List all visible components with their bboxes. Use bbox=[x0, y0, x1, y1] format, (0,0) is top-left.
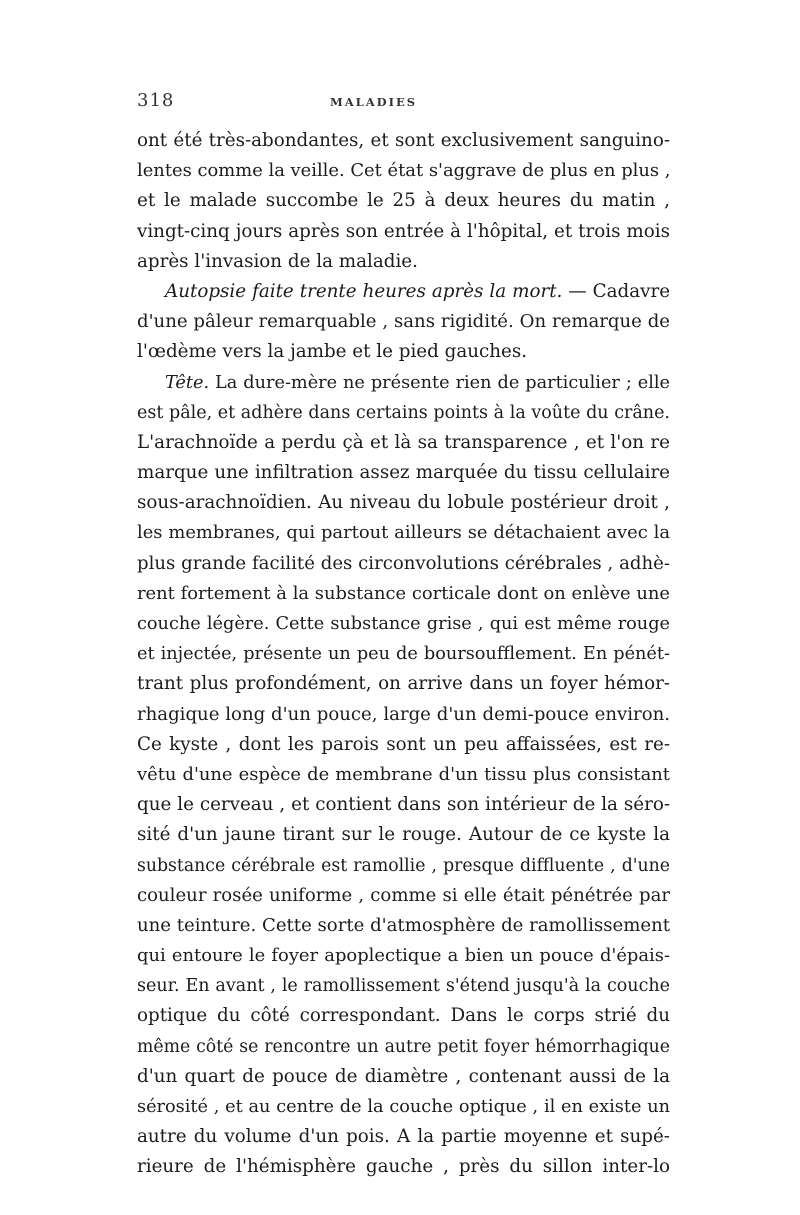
text-line bbox=[137, 639, 670, 669]
text-line bbox=[137, 217, 670, 247]
line-text: et injectée, présente un peu de boursoufflement. En pénét- bbox=[137, 644, 670, 665]
text-line bbox=[137, 247, 670, 277]
line-text: d'une pâleur remarquable , sans rigidité. On remarque de bbox=[137, 311, 670, 333]
text-line bbox=[137, 1062, 670, 1092]
text-line bbox=[137, 911, 670, 941]
text-line bbox=[137, 669, 670, 699]
text-line bbox=[137, 941, 670, 971]
text-line bbox=[137, 488, 670, 518]
line-text: qui entoure le foyer apoplectique a bien un pouce d'épais- bbox=[137, 945, 670, 967]
line-text: que le cerveau , et contient dans son intérieur de la séro- bbox=[137, 794, 670, 816]
text-line bbox=[137, 851, 670, 881]
line-text: couleur rosée uniforme , comme si elle était pénétrée par bbox=[137, 884, 670, 906]
page-number: 318 bbox=[137, 90, 175, 111]
text-line bbox=[137, 368, 670, 398]
line-text: ont été très-abondantes, et sont exclusivement sanguino- bbox=[137, 130, 670, 151]
text-line bbox=[137, 518, 670, 548]
line-text: rhagique long d'un pouce, large d'un demi-pouce environ. bbox=[137, 703, 670, 725]
text-line bbox=[137, 1001, 670, 1031]
line-text: plus grande facilité des circonvolutions cérébrales , adhè- bbox=[137, 552, 670, 574]
text-line bbox=[137, 307, 670, 337]
text-line bbox=[137, 790, 670, 820]
text-line bbox=[137, 126, 670, 156]
text-line bbox=[137, 186, 670, 216]
line-text: La dure-mère ne présente rien de particulier ; elle bbox=[209, 372, 670, 393]
line-text: rieure de l'hémisphère gauche , près du sillon inter-lo bbox=[137, 1156, 670, 1178]
italic-heading: Autopsie faite trente heures après la mort. bbox=[165, 280, 563, 302]
line-text: une teinture. Cette sorte d'atmosphère de ramollissement bbox=[137, 914, 670, 936]
line-text: sérosité , et au centre de la couche optique , il en existe un bbox=[137, 1097, 670, 1117]
line-text: optique du côté correspondant. Dans le corps strié du bbox=[137, 1005, 670, 1027]
text-line bbox=[137, 971, 670, 1001]
text-line bbox=[137, 579, 670, 609]
line-text: rent fortement à la substance corticale dont on enlève une bbox=[137, 582, 670, 604]
running-head: MALADIES bbox=[330, 95, 418, 109]
text-line bbox=[137, 156, 670, 186]
text-line bbox=[137, 428, 670, 458]
line-text: les membranes, qui partout ailleurs se détachaient avec la bbox=[137, 522, 670, 544]
line-text: et le malade succombe le 25 à deux heures du matin , bbox=[137, 190, 670, 212]
body-text bbox=[137, 126, 670, 1183]
line-text: Ce kyste , dont les parois sont un peu affaissées, est re- bbox=[137, 733, 670, 755]
line-text: couche légère. Cette substance grise , qui est même rouge bbox=[137, 614, 670, 634]
text-line bbox=[137, 760, 670, 790]
text-line bbox=[137, 730, 670, 760]
line-text: l'œdème vers la jambe et le pied gauches. bbox=[137, 341, 528, 363]
text-line bbox=[137, 609, 670, 639]
text-line bbox=[137, 277, 670, 307]
line-text: — Cadavre bbox=[562, 280, 670, 302]
text-line bbox=[137, 549, 670, 579]
text-line bbox=[137, 881, 670, 911]
line-text: seur. En avant , le ramollissement s'étend jusqu'à la couche bbox=[137, 976, 670, 997]
line-text: L'arachnoïde a perdu çà et là sa transparence , et l'on re bbox=[137, 431, 670, 453]
line-text: substance cérébrale est ramollie , presque diffluente , d'une bbox=[137, 855, 670, 876]
text-line bbox=[137, 1152, 670, 1182]
line-text: après l'invasion de la maladie. bbox=[137, 250, 418, 272]
line-text: vingt-cinq jours après son entrée à l'hôpital, et trois mois bbox=[137, 220, 670, 242]
text-line bbox=[137, 1092, 670, 1122]
text-line bbox=[137, 820, 670, 850]
text-line bbox=[137, 700, 670, 730]
text-line bbox=[137, 1122, 670, 1152]
line-text: d'un quart de pouce de diamètre , contenant aussi de la bbox=[137, 1065, 670, 1087]
line-text: autre du volume d'un pois. A la partie moyenne et supé- bbox=[137, 1126, 670, 1148]
line-text: est pâle, et adhère dans certains points à la voûte du crâne. bbox=[137, 402, 670, 423]
line-text: marque une infiltration assez marquée du tissu cellulaire bbox=[137, 462, 670, 484]
line-text: lentes comme la veille. Cet état s'aggrave de plus en plus , bbox=[137, 160, 670, 182]
line-text: trant plus profondément, on arrive dans un foyer hémor- bbox=[137, 673, 670, 695]
line-text: sous-arachnoïdien. Au niveau du lobule postérieur droit , bbox=[137, 492, 670, 514]
text-line bbox=[137, 1032, 670, 1062]
text-line bbox=[137, 458, 670, 488]
text-line bbox=[137, 337, 670, 367]
italic-heading: Tête. bbox=[165, 372, 210, 393]
line-text: sité d'un jaune tirant sur le rouge. Autour de ce kyste la bbox=[137, 824, 670, 846]
text-line bbox=[137, 398, 670, 428]
line-text: vêtu d'une espèce de membrane d'un tissu plus consistant bbox=[137, 763, 670, 785]
line-text: même côté se rencontre un autre petit foyer hémorrhagique bbox=[137, 1036, 670, 1057]
